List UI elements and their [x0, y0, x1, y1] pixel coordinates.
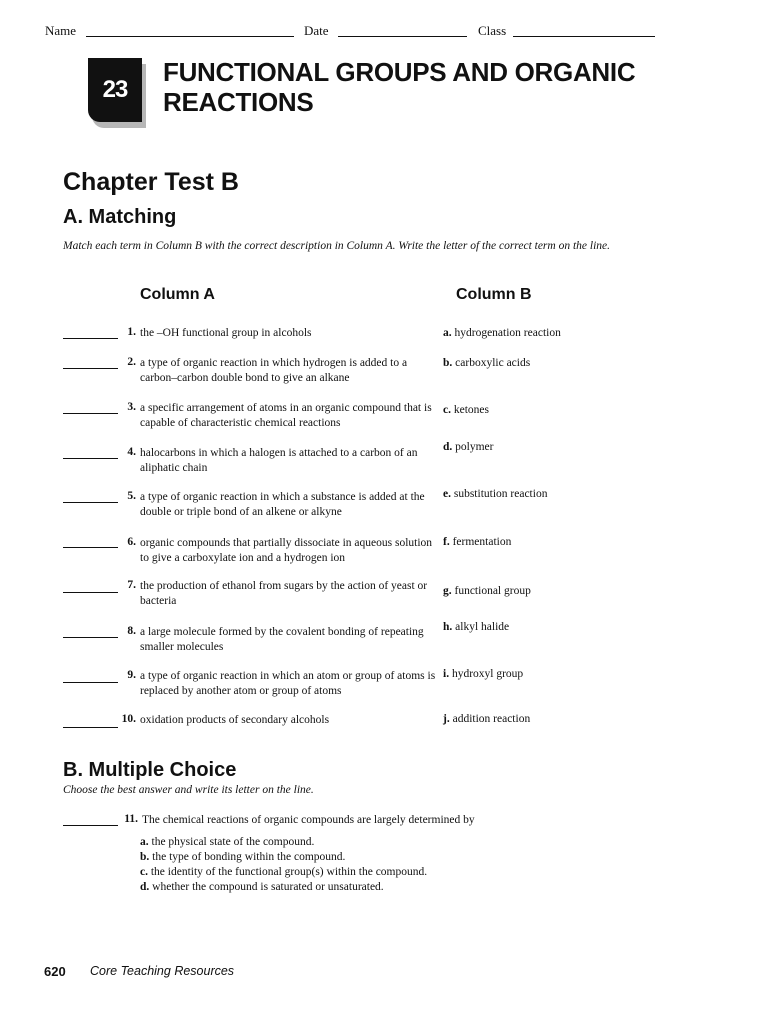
- term-letter: j.: [443, 713, 450, 725]
- class-label: Class: [478, 23, 507, 38]
- chapter-badge: [88, 58, 142, 122]
- answer-blank[interactable]: [63, 682, 118, 683]
- term-letter: f.: [443, 536, 450, 548]
- question-text: oxidation products of secondary alcohols: [140, 714, 330, 726]
- option-text: the physical state of the compound.: [151, 836, 315, 848]
- term-text: substitution reaction: [453, 488, 548, 500]
- option-text: whether the compound is saturated or unsaturated.: [152, 881, 384, 893]
- name-field[interactable]: [86, 36, 294, 37]
- page-number: 620: [44, 964, 66, 979]
- option-letter: b.: [140, 851, 150, 863]
- option-item: [140, 865, 427, 880]
- option-item: [140, 835, 314, 850]
- question-number: 4.: [127, 446, 136, 458]
- answer-blank[interactable]: [63, 413, 118, 414]
- date-field[interactable]: [338, 36, 467, 37]
- section-a-instructions: Match each term in Column B with the correct description in Column A. Write the letter of the correct term on the line.: [63, 240, 611, 252]
- term-letter: e.: [443, 488, 451, 500]
- term-item: [443, 487, 547, 502]
- question-text: a specific arrangement of atoms in an organic compound that is capable of characteristic chemical reactions: [140, 402, 432, 429]
- term-text: fermentation: [452, 536, 512, 548]
- term-item: [443, 403, 489, 418]
- section-a-title: A. Matching: [63, 206, 177, 228]
- question-number: 8.: [127, 625, 136, 637]
- test-title: Chapter Test B: [63, 168, 239, 196]
- question-text: a large molecule formed by the covalent bonding of repeating smaller molecules: [140, 626, 424, 653]
- answer-blank[interactable]: [63, 825, 118, 826]
- answer-blank[interactable]: [63, 338, 118, 339]
- term-text: polymer: [455, 441, 494, 453]
- section-b-instructions: Choose the best answer and write its letter on the line.: [63, 784, 314, 796]
- section-b-title: B. Multiple Choice: [63, 759, 237, 781]
- class-field[interactable]: [513, 36, 655, 37]
- question-number: 2.: [127, 356, 136, 368]
- question-number: 1.: [127, 326, 136, 338]
- term-letter: g.: [443, 585, 452, 597]
- option-letter: c.: [140, 866, 148, 878]
- term-text: alkyl halide: [455, 621, 510, 633]
- term-item: [443, 326, 561, 341]
- term-letter: d.: [443, 441, 453, 453]
- term-item: [443, 620, 509, 635]
- question-text: the production of ethanol from sugars by the action of yeast or bacteria: [140, 580, 428, 607]
- answer-blank[interactable]: [63, 592, 118, 593]
- option-item: [140, 880, 384, 895]
- answer-blank[interactable]: [63, 547, 118, 548]
- term-item: [443, 356, 530, 371]
- term-text: carboxylic acids: [455, 357, 531, 369]
- term-letter: i.: [443, 668, 450, 680]
- chapter-title: FUNCTIONAL GROUPS AND ORGANIC REACTIONS: [163, 57, 636, 117]
- question-text: The chemical reactions of organic compounds are largely determined by: [142, 814, 475, 826]
- term-letter: h.: [443, 621, 453, 633]
- question-number: 6.: [127, 536, 136, 548]
- question-number: 10.: [121, 713, 136, 725]
- term-text: ketones: [453, 404, 489, 416]
- question-number: 9.: [127, 669, 136, 681]
- question-text: a type of organic reaction in which an atom or group of atoms is replaced by another atom or group of atoms: [140, 670, 436, 697]
- footer-text: Core Teaching Resources: [90, 964, 235, 978]
- question-number: 5.: [127, 490, 136, 502]
- term-item: [443, 712, 530, 727]
- chapter-number: 23: [102, 76, 128, 103]
- term-item: [443, 535, 511, 550]
- question-text: the –OH functional group in alcohols: [140, 327, 312, 339]
- question-text: a type of organic reaction in which a substance is added at the double or triple bond of an alkene or alkyne: [140, 491, 425, 518]
- term-letter: b.: [443, 357, 453, 369]
- question-number: 7.: [127, 579, 136, 591]
- column-a-header: Column A: [140, 286, 215, 303]
- term-letter: c.: [443, 404, 451, 416]
- term-letter: a.: [443, 327, 452, 339]
- date-label: Date: [304, 23, 329, 38]
- answer-blank[interactable]: [63, 637, 118, 638]
- term-text: addition reaction: [452, 713, 531, 725]
- question-text: organic compounds that partially dissociate in aqueous solution to give a carboxylate ion and a hydrogen ion: [140, 537, 433, 564]
- answer-blank[interactable]: [63, 368, 118, 369]
- column-b-header: Column B: [456, 286, 532, 303]
- term-text: hydroxyl group: [451, 668, 524, 680]
- term-item: [443, 584, 531, 599]
- option-text: the identity of the functional group(s) within the compound.: [150, 866, 428, 878]
- answer-blank[interactable]: [63, 727, 118, 728]
- term-item: [443, 440, 493, 455]
- option-letter: d.: [140, 881, 150, 893]
- term-text: hydrogenation reaction: [454, 327, 561, 339]
- option-letter: a.: [140, 836, 149, 848]
- name-label: Name: [45, 23, 77, 38]
- option-item: [140, 850, 345, 865]
- term-text: functional group: [454, 585, 531, 597]
- answer-blank[interactable]: [63, 458, 118, 459]
- question-text: a type of organic reaction in which hydrogen is added to a carbon–carbon double bond to give an alkane: [140, 357, 408, 384]
- question-number: 3.: [127, 401, 136, 413]
- option-text: the type of bonding within the compound.: [152, 851, 346, 863]
- term-item: [443, 667, 523, 682]
- answer-blank[interactable]: [63, 502, 118, 503]
- question-number: 11.: [124, 813, 138, 825]
- question-text: halocarbons in which a halogen is attached to a carbon of an aliphatic chain: [140, 447, 418, 474]
